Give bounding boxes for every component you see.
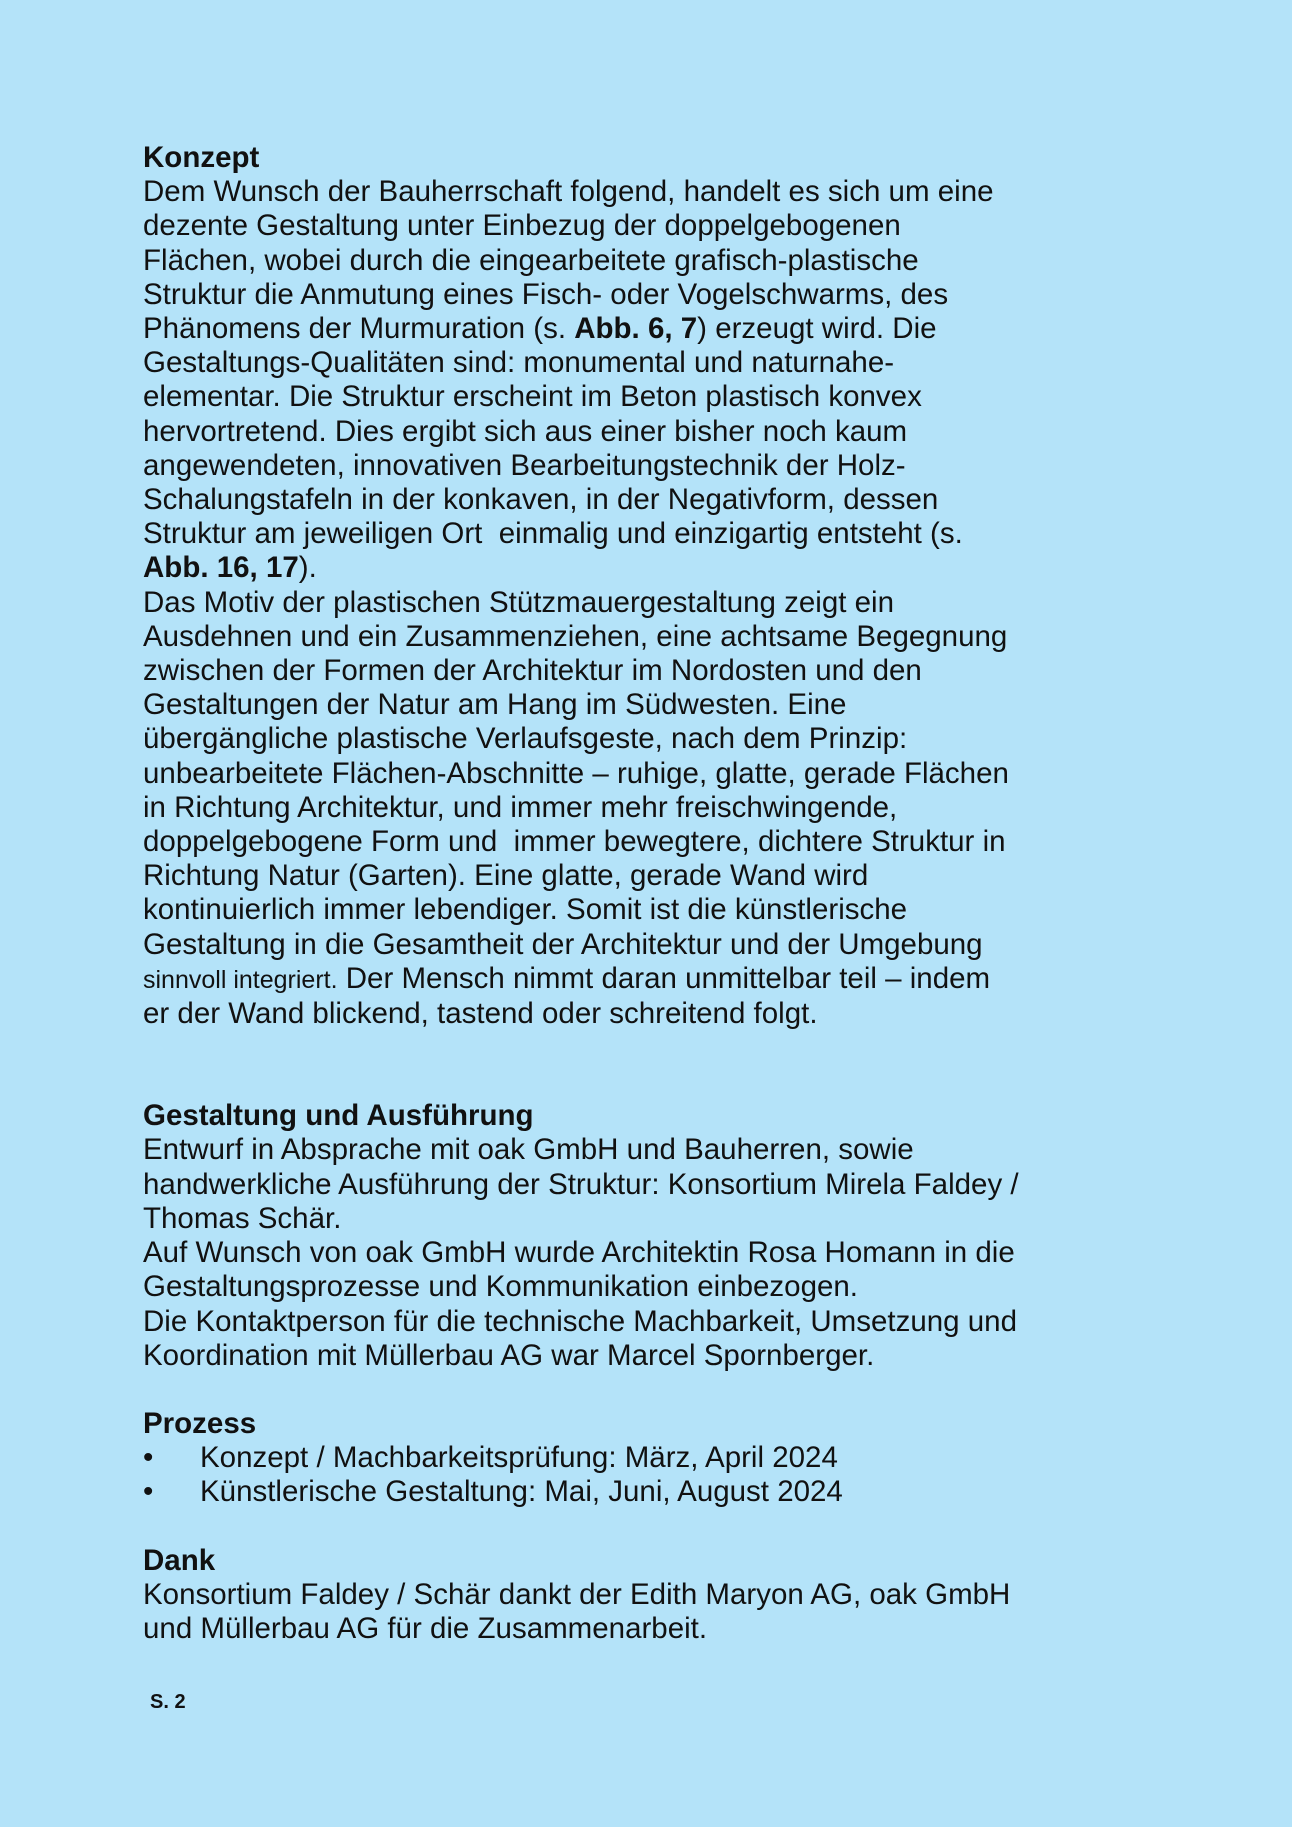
paragraph-line: elementar. Die Struktur erscheint im Beton plastisch konvex — [143, 380, 922, 414]
section-spacer — [143, 1373, 1153, 1407]
section-heading-gestaltung: Gestaltung und Ausführung — [143, 1099, 534, 1133]
section-spacer — [143, 1510, 1153, 1544]
text-segment-small: sinnvoll integriert. — [143, 965, 338, 994]
document-page — [143, 141, 1153, 1646]
paragraph-line: Entwurf in Absprache mit oak GmbH und Bauherren, sowie — [143, 1133, 914, 1167]
paragraph-line: Die Kontaktperson für die technische Machbarkeit, Umsetzung und — [143, 1304, 1017, 1338]
section-dank — [143, 1544, 1153, 1647]
section-spacer — [143, 1031, 1153, 1099]
paragraph-line — [143, 962, 1153, 997]
paragraph-line: angewendeten, innovativen Bearbeitungstechnik der Holz- — [143, 448, 906, 482]
paragraph-line: in Richtung Architektur, und immer mehr freischwingende, — [143, 790, 898, 824]
section-gestaltung — [143, 1099, 1153, 1373]
text-segment: ) erzeugt wird. Die — [697, 312, 937, 346]
paragraph-line: Gestaltung in die Gesamtheit der Architektur und der Umgebung — [143, 927, 983, 961]
list-item-text: Künstlerische Gestaltung: Mai, Juni, August 2024 — [200, 1475, 843, 1509]
paragraph-line — [143, 312, 1153, 346]
section-prozess — [143, 1407, 1153, 1510]
list-item — [143, 1441, 1153, 1475]
paragraph-line: unbearbeitete Flächen-Abschnitte – ruhige, glatte, gerade Flächen — [143, 756, 1009, 790]
paragraph-line: Ausdehnen und ein Zusammenziehen, eine achtsame Begegnung — [143, 619, 1008, 653]
paragraph-line: dezente Gestaltung unter Einbezug der doppelgebogenen — [143, 209, 901, 243]
paragraph-line: Das Motiv der plastischen Stützmauergestaltung zeigt ein — [143, 585, 894, 619]
paragraph-line: Richtung Natur (Garten). Eine glatte, gerade Wand wird — [143, 859, 869, 893]
paragraph-line: und Müllerbau AG für die Zusammenarbeit. — [143, 1611, 708, 1645]
paragraph-line: Gestaltungen der Natur am Hang im Südwesten. Eine — [143, 688, 847, 722]
paragraph-line: er der Wand blickend, tastend oder schreitend folgt. — [143, 997, 818, 1031]
figure-reference: Abb. 16, 17 — [143, 551, 299, 585]
paragraph-line: doppelgebogene Form und immer bewegtere, dichtere Struktur in — [143, 825, 1006, 859]
paragraph-line: Struktur am jeweiligen Ort einmalig und einzigartig entsteht (s. — [143, 517, 963, 551]
paragraph-line: zwischen der Formen der Architektur im Nordosten und den — [143, 654, 922, 688]
paragraph-line: Gestaltungsprozesse und Kommunikation einbezogen. — [143, 1270, 859, 1304]
section-heading-konzept: Konzept — [143, 141, 260, 174]
paragraph-line: Konsortium Faldey / Schär dankt der Edith Maryon AG, oak GmbH — [143, 1577, 1011, 1611]
paragraph-line: Koordination mit Müllerbau AG war Marcel Spornberger. — [143, 1338, 875, 1372]
page-number: S. 2 — [150, 1691, 186, 1713]
paragraph-line — [143, 551, 1153, 585]
section-heading-prozess: Prozess — [143, 1406, 257, 1440]
list-item-text: Konzept / Machbarkeitsprüfung: März, April 2024 — [200, 1441, 838, 1475]
section-konzept — [143, 141, 1153, 1031]
bullet-icon: • — [143, 1441, 154, 1475]
section-heading-dank: Dank — [143, 1543, 216, 1577]
paragraph-line: handwerkliche Ausführung der Struktur: Konsortium Mirela Faldey / — [143, 1167, 1019, 1201]
paragraph-line: Dem Wunsch der Bauherrschaft folgend, handelt es sich um eine — [143, 175, 994, 209]
text-segment: Phänomens der Murmuration (s. — [143, 312, 575, 346]
figure-reference: Abb. 6, 7 — [574, 312, 698, 346]
paragraph-line: Thomas Schär. — [143, 1201, 342, 1235]
paragraph-line: Auf Wunsch von oak GmbH wurde Architektin Rosa Homann in die — [143, 1236, 1015, 1270]
paragraph-line: Schalungstafeln in der konkaven, in der Negativform, dessen — [143, 483, 939, 517]
paragraph-line: hervortretend. Dies ergibt sich aus einer bisher noch kaum — [143, 414, 908, 448]
paragraph-line: Flächen, wobei durch die eingearbeitete grafisch-plastische — [143, 243, 919, 277]
paragraph-line: Struktur die Anmutung eines Fisch- oder Vogelschwarms, des — [143, 277, 949, 311]
paragraph-line: kontinuierlich immer lebendiger. Somit ist die künstlerische — [143, 893, 908, 927]
paragraph-line: übergängliche plastische Verlaufsgeste, nach dem Prinzip: — [143, 722, 908, 756]
text-segment: ). — [298, 551, 317, 585]
text-segment: Der Mensch nimmt daran unmittelbar teil – indem — [337, 961, 991, 995]
list-item — [143, 1475, 1153, 1509]
paragraph-line: Gestaltungs-Qualitäten sind: monumental und naturnahe- — [143, 346, 895, 380]
bullet-icon: • — [143, 1475, 154, 1509]
